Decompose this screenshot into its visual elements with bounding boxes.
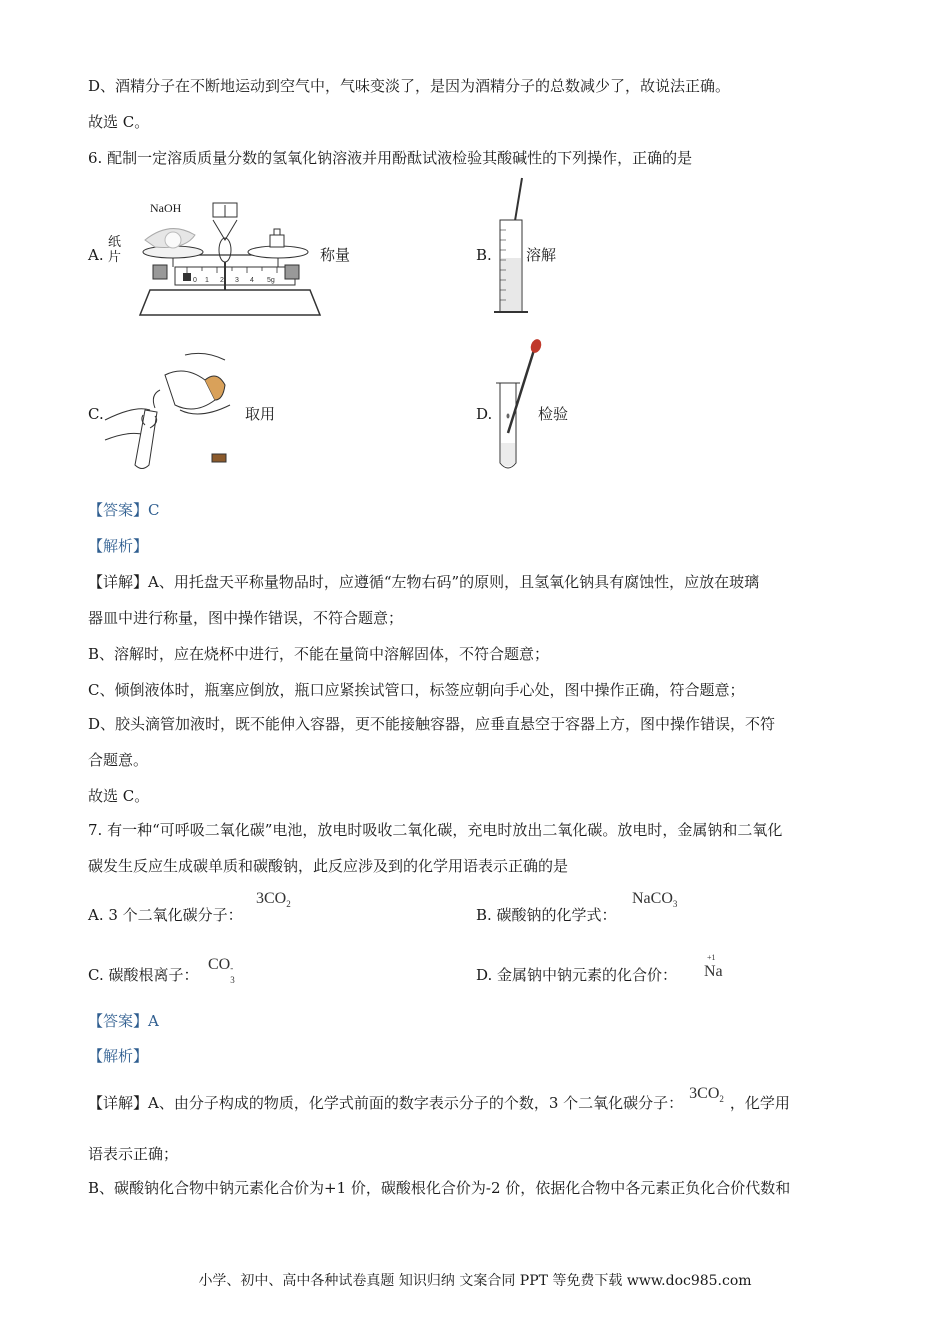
detail-6g: 故选 C。 <box>88 787 150 805</box>
page-footer: 小学、初中、高中各种试卷真题 知识归纳 文案合同 PPT 等免费下载 www.doc985.com <box>198 1273 752 1289</box>
detail-7b: 语表示正确； <box>88 1145 179 1163</box>
question-7b: 碳发生反应生成碳单质和碳酸钠，此反应涉及到的化学用语表示正确的是 <box>88 857 569 875</box>
option-c-letter: C. <box>88 405 104 423</box>
q7-option-c-formula: CO - 3 <box>208 956 235 985</box>
q7-option-a-formula: $3CO_2$ <box>256 890 291 910</box>
pouring-illustration <box>105 350 245 470</box>
option-a-letter: A. <box>88 246 104 264</box>
option-b-label: 溶解 <box>526 246 557 264</box>
balance-illustration <box>125 195 325 320</box>
q7-option-d: D. 金属钠中钠元素的化合价： <box>476 966 678 984</box>
detail-6c: B、溶解时，应在烧杯中进行，不能在量筒中溶解固体，不符合题意； <box>88 645 550 663</box>
question-6: 6. 配制一定溶质质量分数的氢氧化钠溶液并用酚酞试液检验其酸碱性的下列操作，正确的是 <box>88 149 693 167</box>
answer-6: 【答案】C <box>88 501 160 519</box>
text-line: D、酒精分子在不断地运动到空气中，气味变淡了，是因为酒精分子的总数减少了，故说法正确。 <box>88 77 731 95</box>
option-a-label: 称量 <box>320 246 351 264</box>
text-line: 故选 C。 <box>88 113 150 131</box>
detail-6b: 器皿中进行称量，图中操作错误，不符合题意； <box>88 609 404 627</box>
option-c-label: 取用 <box>245 405 276 423</box>
q7-option-c: C. 碳酸根离子： <box>88 966 199 984</box>
detail-6f: 合题意。 <box>88 751 149 769</box>
q7-option-b-formula: NaCO$_3$ <box>632 890 678 910</box>
analysis-6: 【解析】 <box>88 537 149 555</box>
scale-tick: 1 <box>205 277 209 284</box>
q7-option-b: B. 碳酸钠的化学式： <box>476 906 617 924</box>
detail-6e: D、胶头滴管加液时，既不能伸入容器，更不能接触容器，应垂直悬空于容器上方，图中操作错误，不符 <box>88 715 776 733</box>
scale-tick: 3 <box>235 277 239 284</box>
test-tube-dropper-illustration <box>490 338 550 473</box>
detail-6d: C、倾倒液体时，瓶塞应倒放，瓶口应紧挨试管口，标签应朝向手心处，图中操作正确，符合题意； <box>88 681 745 699</box>
scale-tick: 4 <box>250 277 254 284</box>
scale-tick: 0 <box>193 277 197 284</box>
option-d-letter: D. <box>476 405 493 423</box>
answer-7: 【答案】A <box>88 1012 159 1030</box>
scale-tick: 5g <box>267 277 275 284</box>
detail-6a: 【详解】A、用托盘天平称量物品时，应遵循“左物右码”的原则，且氢氧化钠具有腐蚀性，应放在玻璃 <box>88 573 760 591</box>
analysis-7: 【解析】 <box>88 1047 149 1065</box>
scale-tick: 2 <box>220 277 224 284</box>
option-d-label: 检验 <box>538 405 569 423</box>
naoh-label: NaOH <box>150 201 182 215</box>
detail-7a: 【详解】A、由分子构成的物质，化学式前面的数字表示分子的个数，3 个二氧化碳分子：$3CO_2$ ，化学用 <box>88 1085 790 1112</box>
graduated-cylinder-illustration <box>492 178 532 318</box>
q7-option-a: A. 3 个二氧化碳分子： <box>88 906 243 924</box>
detail-7c: B、碳酸钠化合物中钠元素化合价为+1 价，碳酸根化合价为-2 价，依据化合物中各元素正负化合价代数和 <box>88 1179 791 1197</box>
question-7a: 7. 有一种“可呼吸二氧化碳”电池，放电时吸收二氧化碳，充电时放出二氧化碳。放电时，金属钠和二氧化 <box>88 821 783 839</box>
detail-7a-formula: $3CO_2$ <box>689 1085 724 1105</box>
q7-option-d-formula: +1 Na <box>704 953 723 980</box>
paper-label: 纸 片 <box>108 235 122 265</box>
option-b-letter: B. <box>476 246 492 264</box>
